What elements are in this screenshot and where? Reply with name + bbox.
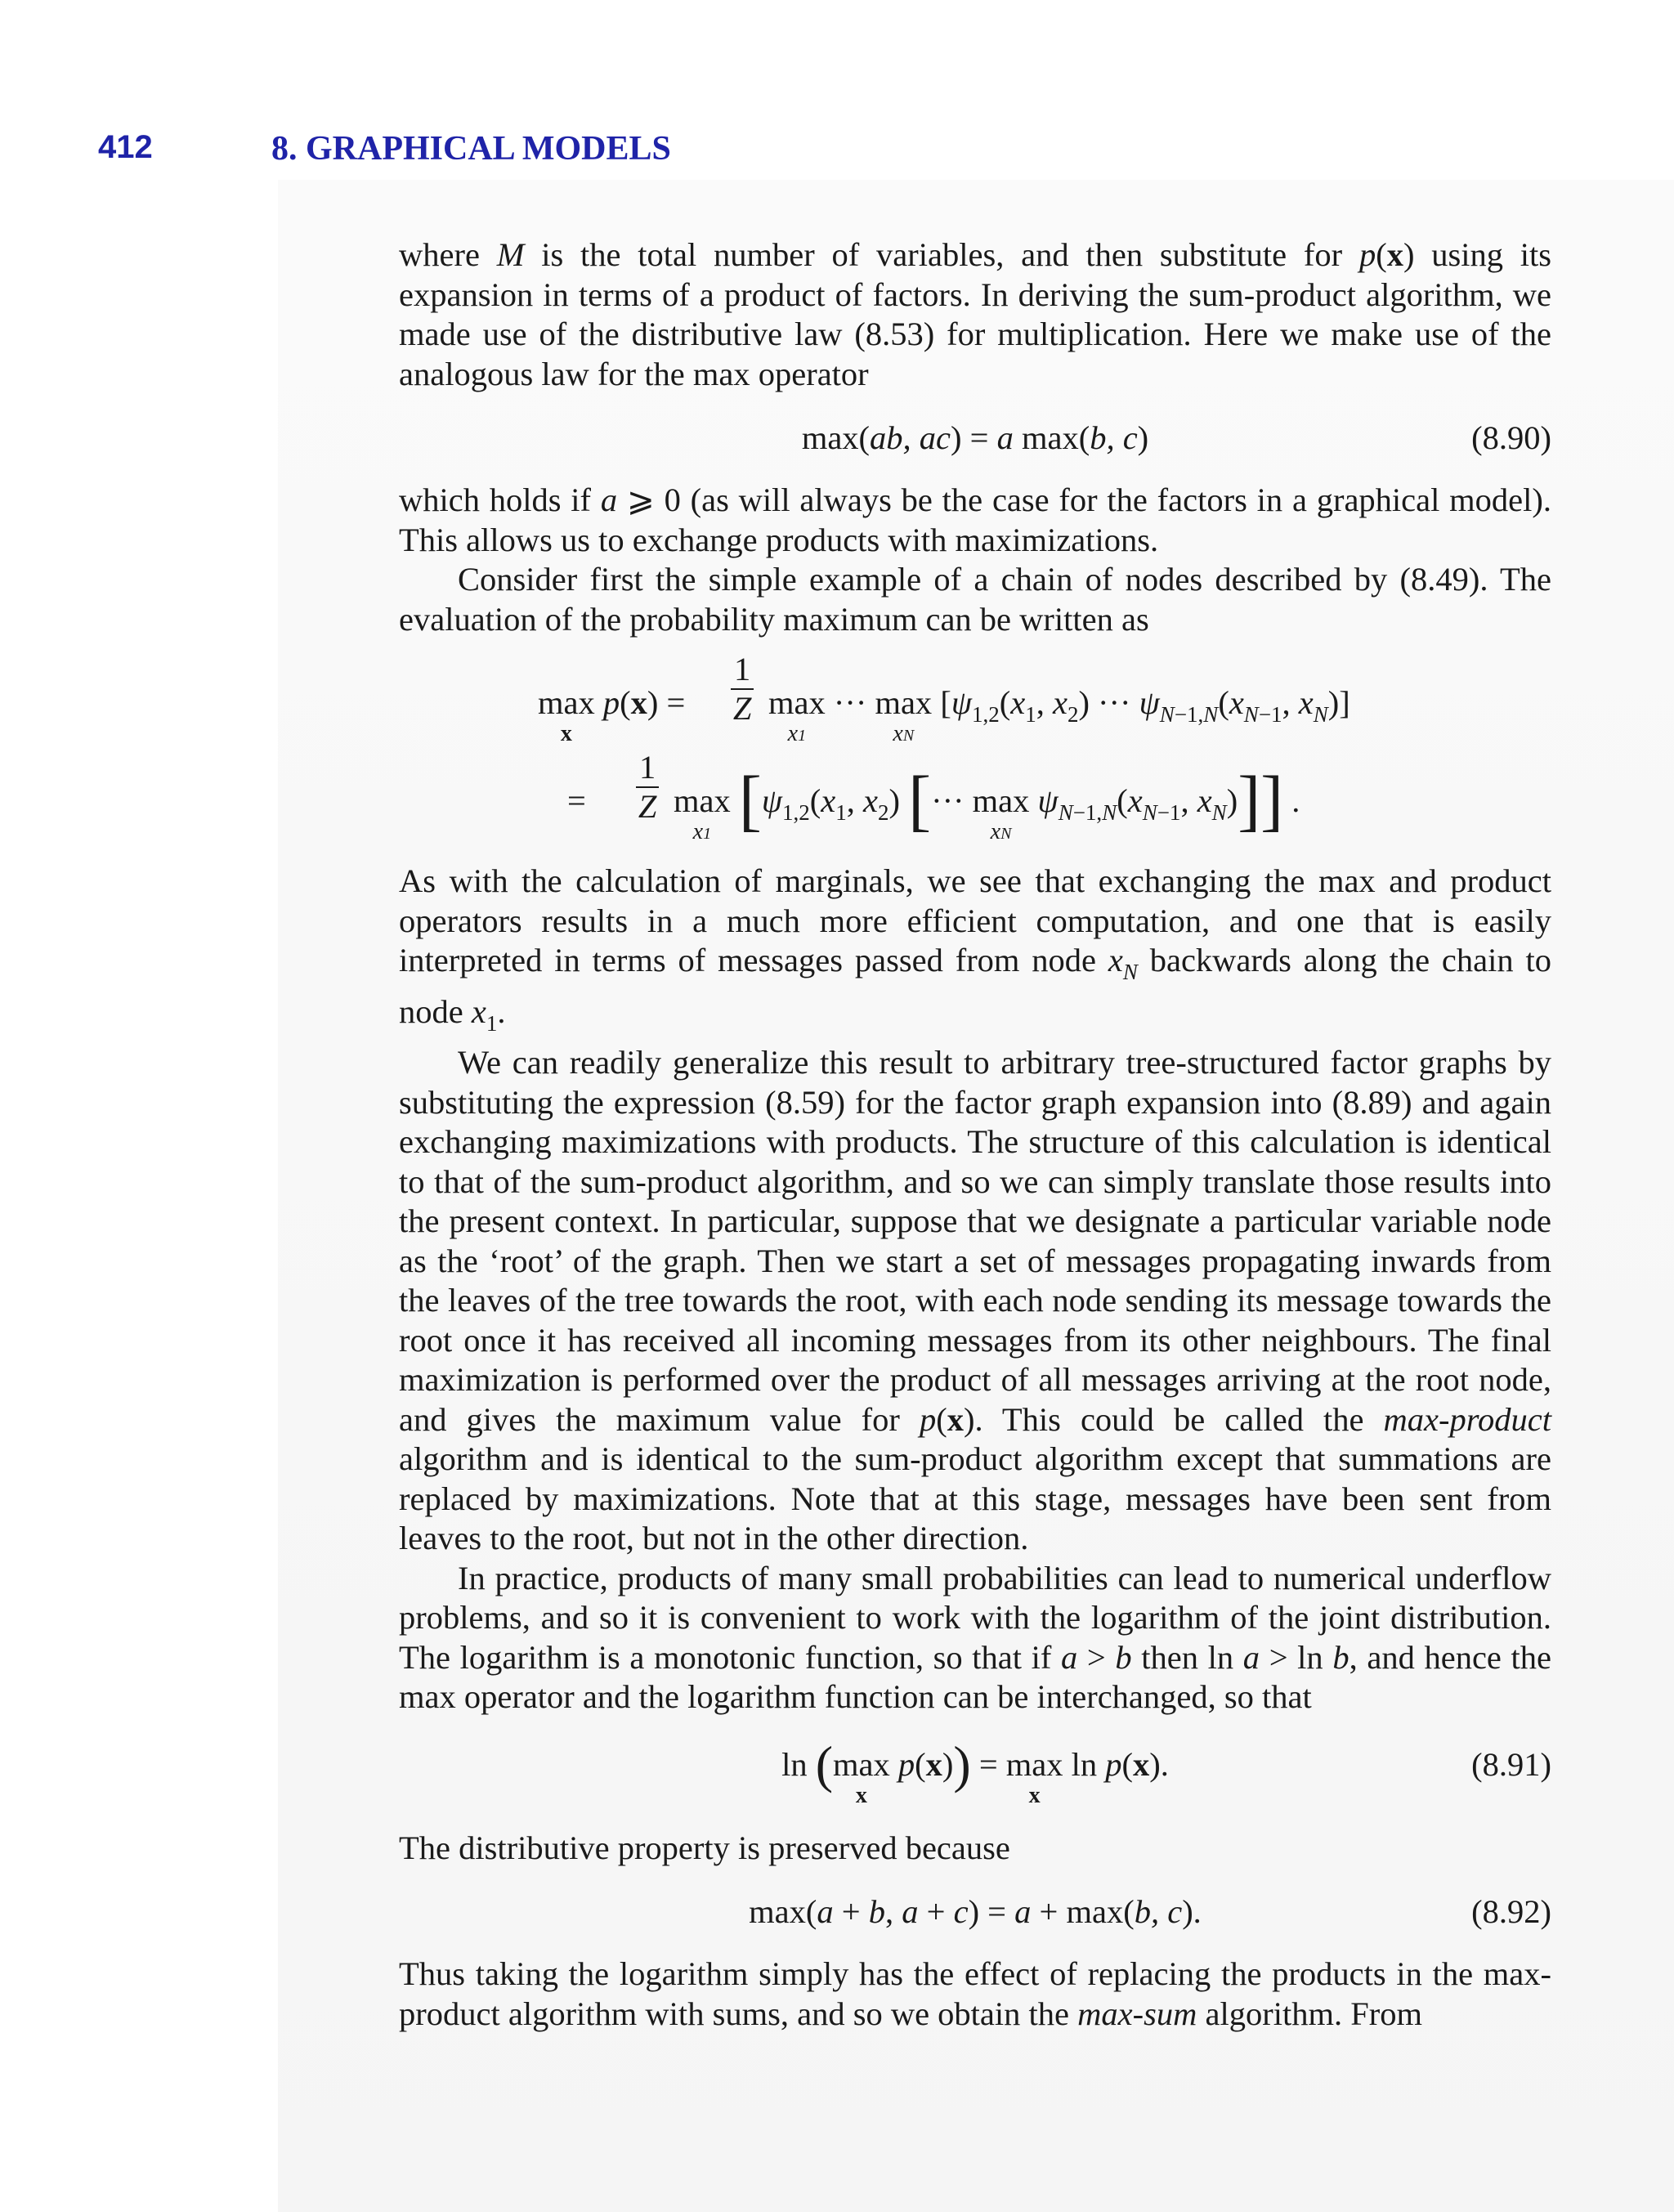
term-max-product: max-product (1383, 1400, 1551, 1438)
page-body (399, 235, 1551, 2034)
paragraph-3: Consider first the simple example of a chain of nodes described by (8.49). The evaluation of the probability maximum can be written as (399, 561, 1551, 638)
equation-8-92-body: max(a + b, a + c) = a + max(b, c). (749, 1893, 1202, 1930)
equation-8-90 (399, 412, 1551, 468)
paragraph-7: The distributive property is preserved because (399, 1829, 1010, 1866)
chapter-title: 8. GRAPHICAL MODELS (271, 130, 671, 168)
paragraph-1: where M is the total number of variables, and then substitute for p(x) using its expansion in terms of a product of factors. In deriving the sum-product algorithm, we made use of the distributive law (8.53) for multiplication. Here we make use of the analogous law for the max operator (399, 236, 1552, 392)
equation-8-91-body: ln (max x p(x)) = max x ln p(x). (781, 1735, 1169, 1808)
equation-line-2: = $\frac{1}{Z}$ max x1 [$\psi_{1,2}(x_1$, $x_2$) [··· max xN $\psi_{N-1,N}(x_{N-1}$, $x_N$)]] . (567, 749, 1300, 844)
equation-number: (8.90) (1471, 419, 1551, 456)
paragraph-6: In practice, products of many small probabilities can lead to numerical underflow problems, and so it is convenient to work with the logarithm of the joint distribution. The logarithm is a monotonic function, so that if a > b then ln a > ln b, and hence the max operator and the logarithm function can be interchanged, so that (399, 1559, 1552, 1715)
page-number: 412 (98, 129, 153, 165)
paragraph-4: As with the calculation of marginals, we see that exchanging the max and product operators results in a much more efficient computation, and one that is easily interpreted in terms of messages passed from node $x_N$ backwards along the chain to node $x_1$. (399, 862, 1551, 1036)
equation-number: (8.91) (1471, 1745, 1551, 1783)
equation-8-90-body: max(ab, ac) = a max(b, c) (801, 419, 1149, 456)
equation-line-1: max x p(x) = $\frac{1}{Z}$ max x1 ··· max xN [$\psi_{1,2}(x_1$, $x_2$) ··· $\psi_{N-1,N}(x_{N-1}$, $x_N$)] (538, 651, 1350, 746)
paragraph-5: We can readily generalize this result to arbitrary tree-structured factor graphs by substituting the expression (8.59) for the factor graph expansion into (8.89) and again exchanging maximizations with products. The structure of this calculation is identical to that of the sum-product algorithm, and so we can simply translate those results into the present context. In particular, suppose that we designate a particular variable node as the ‘root’ of the graph. Then we start a set of messages propagating inwards from the leaves of the tree towards the root, with each node sending its message towards the root once it has received all incoming messages from its other neighbours. The final maximization is performed over the product of all messages arriving at the root node, and gives the maximum value for p(x). This could be called the max-product algorithm and is identical to the sum-product algorithm except that summations are replaced by maximizations. Note that at this stage, messages have been sent from leaves to the root, but not in the other direction. (399, 1044, 1551, 1556)
paragraph-8: Thus taking the logarithm simply has the effect of replacing the products in the max-product algorithm with sums, and so we obtain the max-sum algorithm. From (399, 1955, 1551, 2032)
term-max-sum: max-sum (1077, 1995, 1197, 2032)
paragraph-2: which holds if a ⩾ 0 (as will always be the case for the factors in a graphical model). This allows us to exchange products with maximizations. (399, 481, 1551, 558)
equation-chain-max (399, 651, 1551, 855)
equation-8-92 (399, 1886, 1551, 1941)
equation-number: (8.92) (1471, 1893, 1551, 1930)
equation-8-91 (399, 1735, 1551, 1808)
